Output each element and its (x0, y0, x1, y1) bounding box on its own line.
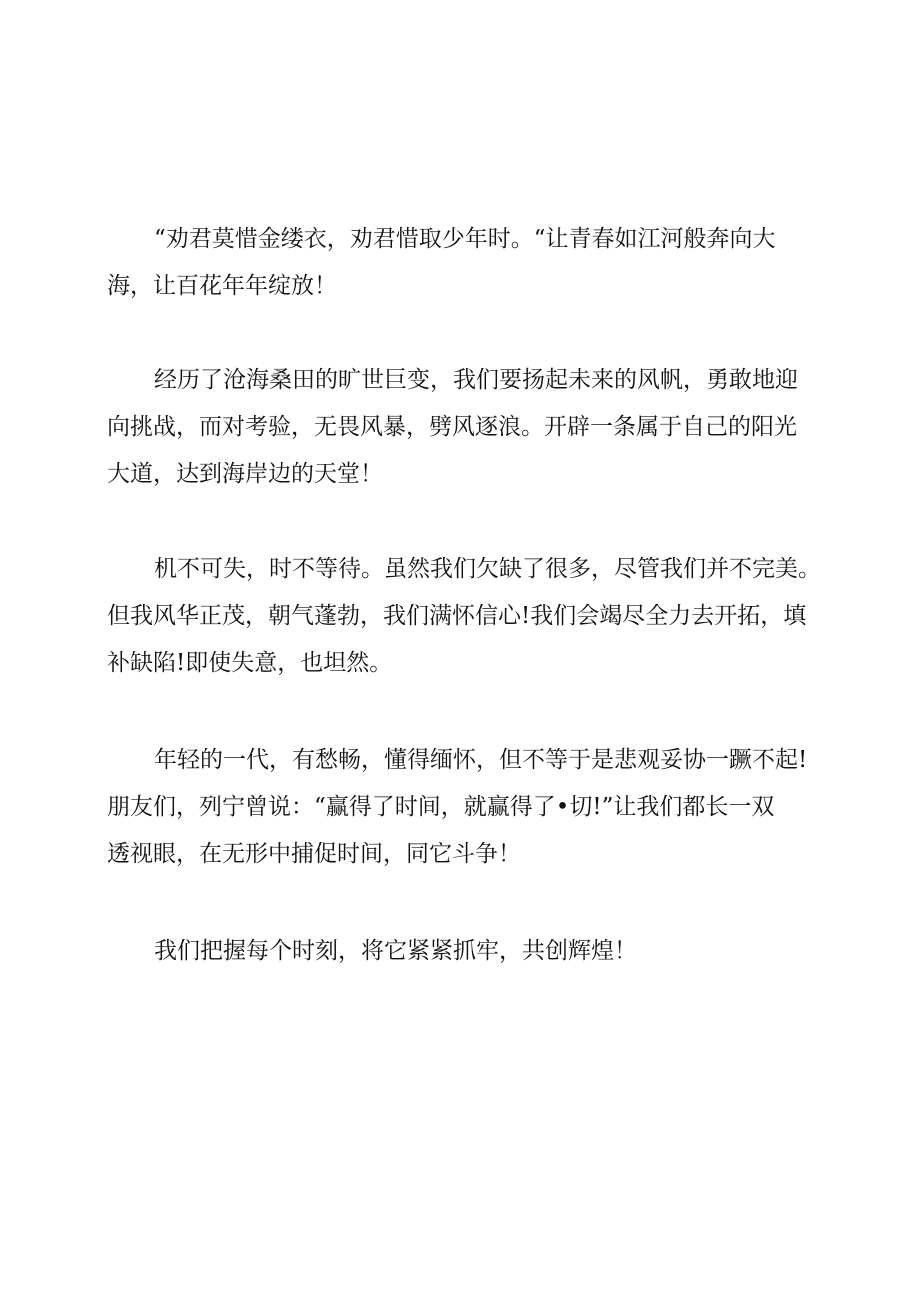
paragraph-3 (107, 546, 821, 687)
paragraph-5 (107, 928, 815, 975)
paragraph-1 (107, 216, 815, 310)
paragraph-line: 朋友们，列宁曾说：“赢得了时间，就赢得了•切!”让我们都长一双 (107, 794, 775, 820)
paragraph-line: 我们把握每个时刻，将它紧紧抓牢，共创辉煌！ (154, 938, 637, 964)
paragraph-line: “劝君莫惜金缕衣，劝君惜取少年时。“让青春如江河般奔向大 (154, 226, 776, 252)
paragraph-line: 机不可失，时不等待。虽然我们欠缺了很多，尽管我们并不完美。 (154, 556, 821, 582)
paragraph-line: 但我风华正茂，朝气蓬勃，我们满怀信心!我们会竭尽全力去开拓，填 (107, 603, 807, 629)
paragraph-line: 向挑战，而对考验，无畏风暴，劈风逐浪。开辟一条属于自己的阳光 (107, 414, 797, 440)
paragraph-line: 年轻的一代，有愁畅，懂得缅怀，但不等于是悲观妥协一蹶不起! (154, 747, 808, 773)
paragraph-line: 透视眼，在无形中捕促时间，同它斗争！ (107, 841, 521, 867)
paragraph-line: 经历了沧海桑田的旷世巨变，我们要扬起未来的风帆，勇敢地迎 (154, 367, 798, 393)
paragraph-4 (107, 737, 815, 878)
paragraph-2 (107, 357, 815, 498)
paragraph-line: 补缺陷!即使失意，也坦然。 (107, 650, 393, 676)
paragraph-line: 海，让百花年年绽放！ (107, 273, 337, 299)
paragraph-line: 大道，达到海岸边的天堂！ (107, 461, 383, 487)
